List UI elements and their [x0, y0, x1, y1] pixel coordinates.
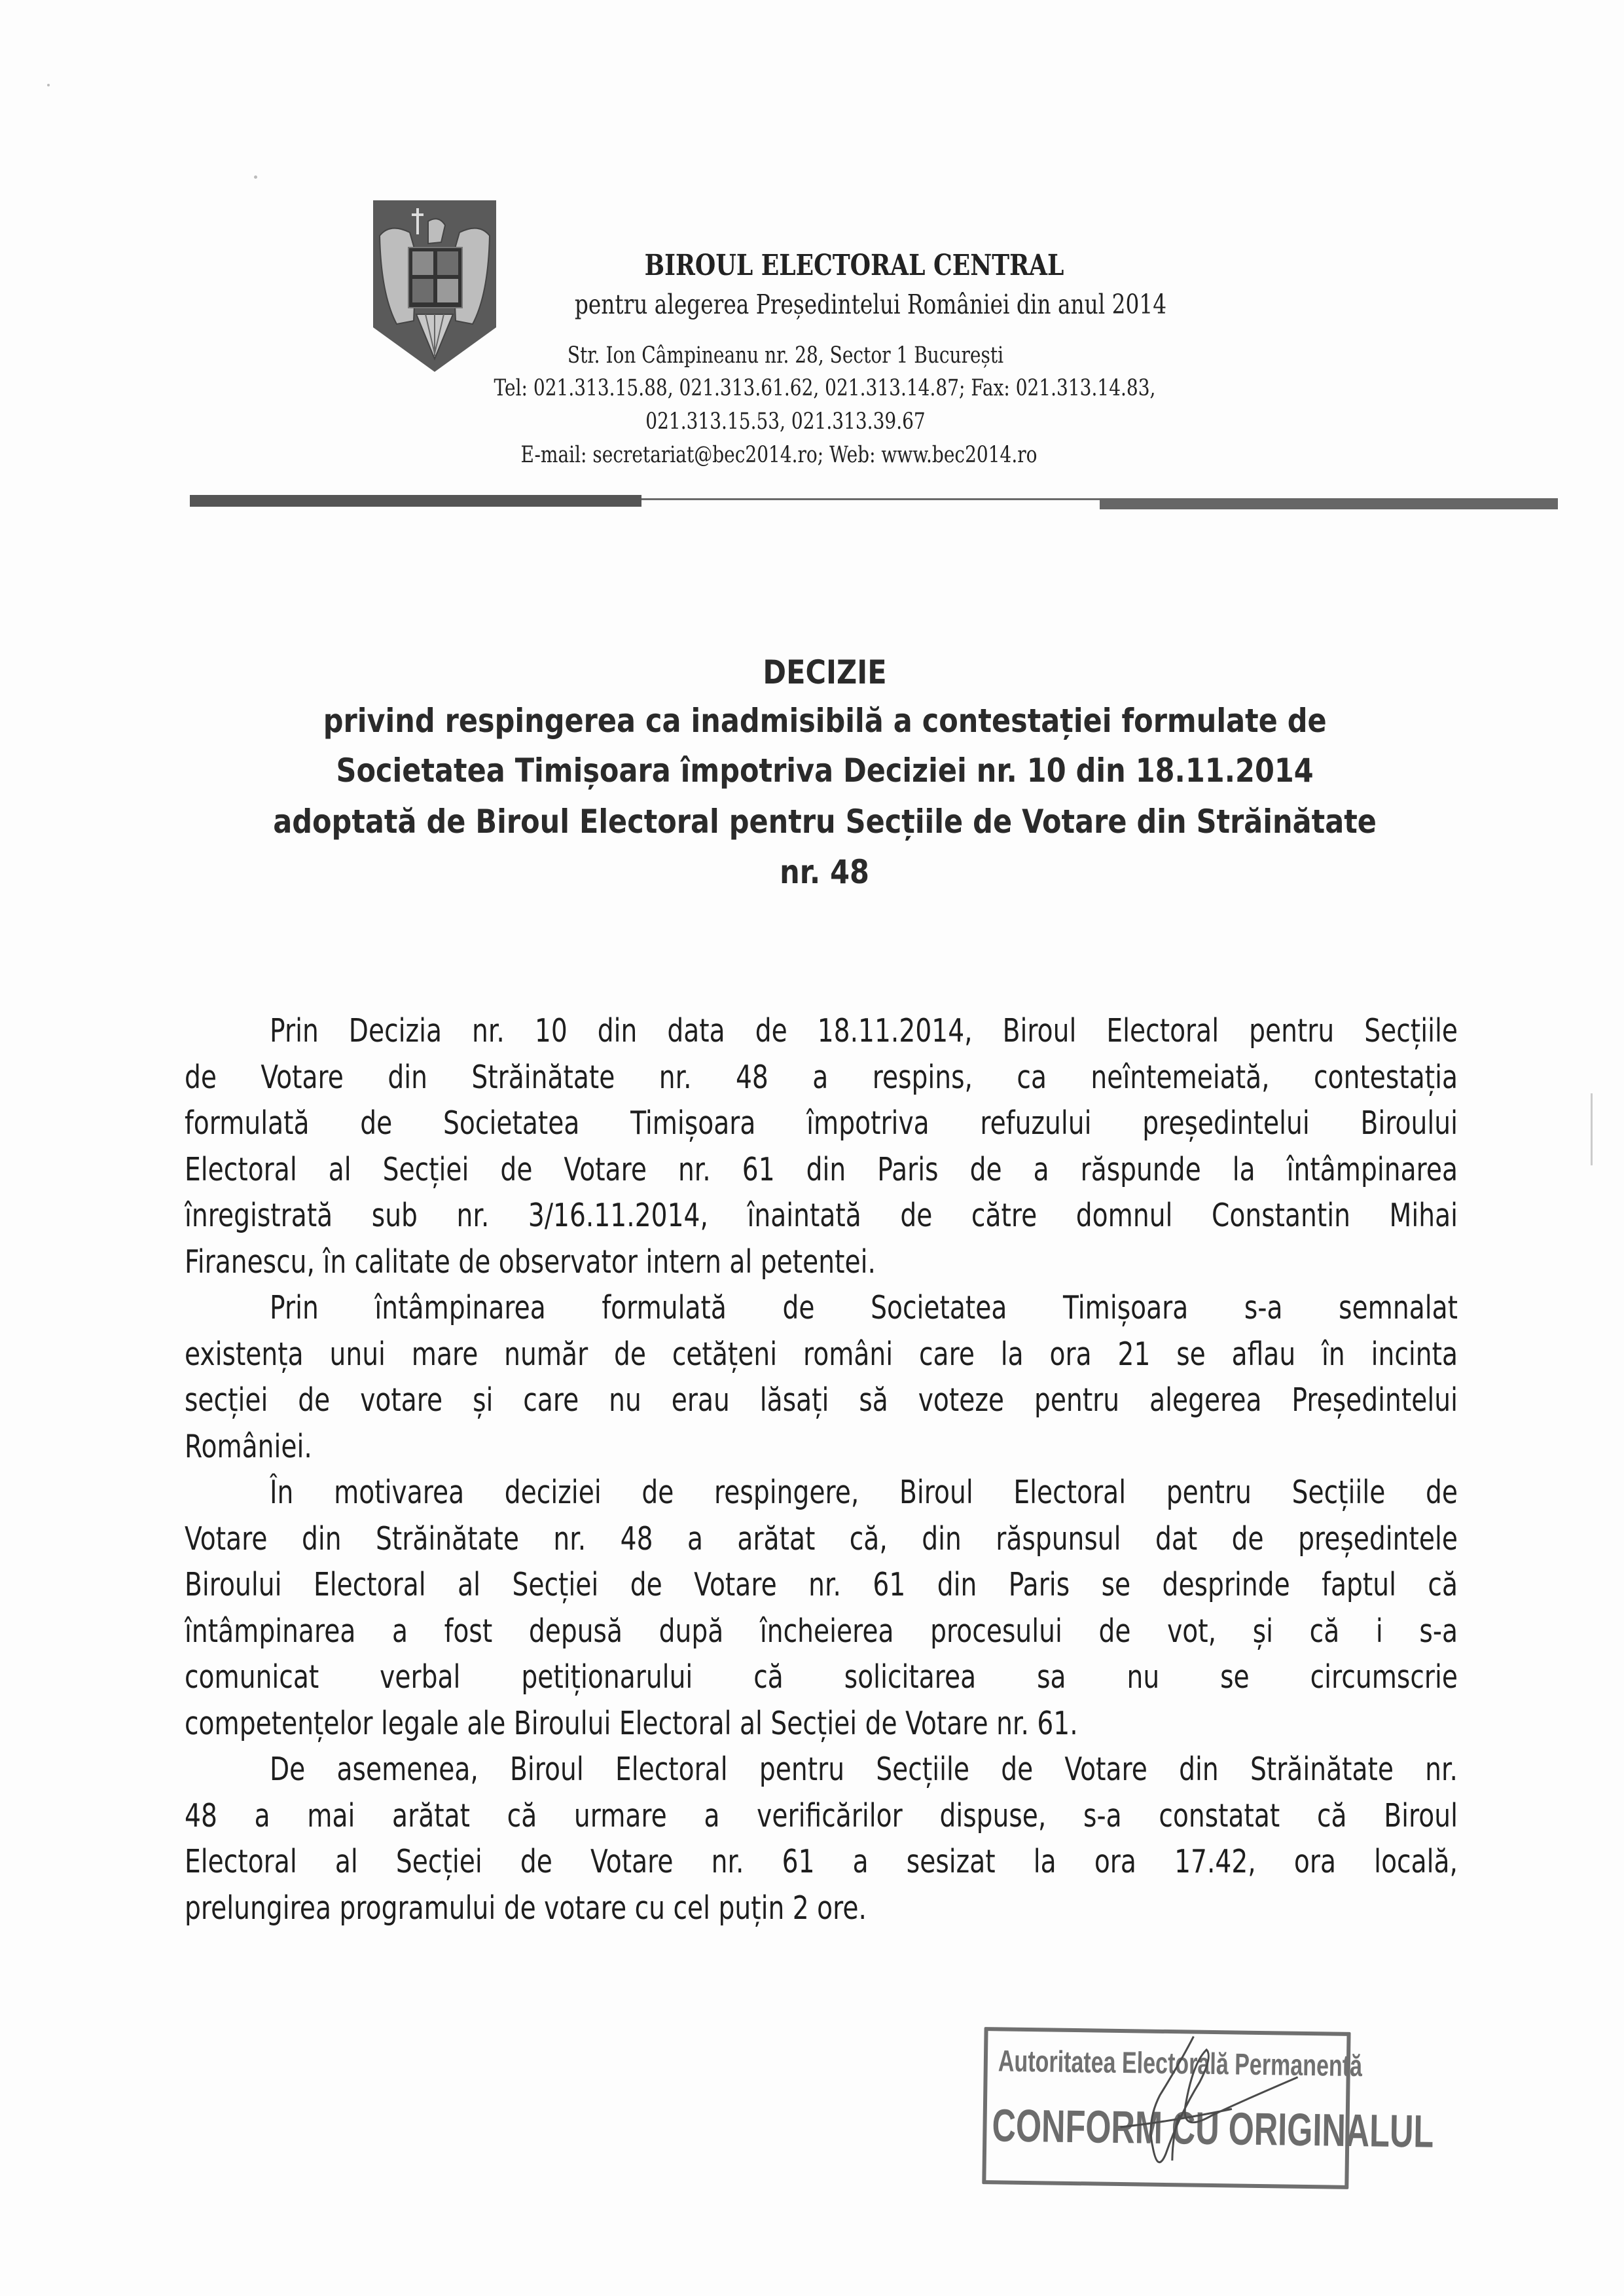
body-line: Votare din Străinătate nr. 48 a arătat că, din răspunsul dat de președintele — [185, 1520, 1458, 1558]
body-line: existența unui mare număr de cetățeni români care la ora 21 se aflau în incinta — [185, 1335, 1458, 1373]
decision-body — [185, 1008, 1458, 1931]
body-line: De asemenea, Biroul Electoral pentru Secțiile de Votare din Străinătate nr. — [270, 1751, 1458, 1788]
address: Str. Ion Câmpineanu nr. 28, Sector 1 București — [567, 342, 1004, 369]
body-line: 48 a mai arătat că urmare a verificărilor dispuse, s-a constatat că Biroul — [185, 1796, 1458, 1834]
decision-heading: DECIZIE — [763, 653, 887, 691]
body-line: de Votare din Străinătate nr. 48 a respins, ca neîntemeiată, contestația — [185, 1058, 1458, 1096]
institution-name: BIROUL ELECTORAL CENTRAL — [644, 249, 1064, 282]
body-line: înregistrată sub nr. 3/16.11.2014, înaintată de către domnul Constantin Mihai — [185, 1197, 1458, 1234]
body-line: Prin întâmpinarea formulată de Societatea Timișoara s-a semnalat — [270, 1289, 1458, 1326]
body-line: României. — [185, 1427, 312, 1465]
phone-fax: Tel: 021.313.15.88, 021.313.61.62, 021.313.14.87; Fax: 021.313.14.83, — [494, 375, 1156, 401]
scan-mark — [1591, 1093, 1593, 1165]
body-line: prelungirea programului de votare cu cel puțin 2 ore. — [185, 1889, 867, 1927]
decision-title-line: Societatea Timișoara împotriva Deciziei nr. 10 din 18.11.2014 — [336, 752, 1314, 790]
decision-title-line: nr. 48 — [780, 853, 870, 891]
scan-speck — [47, 84, 50, 86]
body-line: comunicat verbal petiționarului că solicitarea sa nu se circumscrie — [185, 1658, 1458, 1696]
body-line: Prin Decizia nr. 10 din data de 18.11.2014, Biroul Electoral pentru Secțiile — [270, 1012, 1458, 1049]
header-separator — [190, 492, 1558, 508]
scan-speck — [254, 175, 257, 179]
phone-fax-continued: 021.313.15.53, 021.313.39.67 — [645, 409, 926, 435]
decision-title-line: adoptată de Biroul Electoral pentru Secțiile de Votare din Străinătate — [273, 803, 1377, 841]
institution-subtitle: pentru alegerea Președintelui României din anul 2014 — [574, 289, 1167, 320]
body-line: competențelor legale ale Biroului Electoral al Secției de Votare nr. 61. — [185, 1704, 1078, 1742]
decision-title-line: privind respingerea ca inadmisibilă a contestației formulate de — [323, 702, 1327, 740]
signature-icon — [1081, 2022, 1305, 2176]
body-line: formulată de Societatea Timișoara împotriva refuzului președintelui Biroului — [185, 1104, 1458, 1142]
body-line: Electoral al Secției de Votare nr. 61 a sesizat la ora 17.42, ora locală, — [185, 1843, 1458, 1880]
stamp-conform: CONFORM CU ORIGINALUL — [991, 2100, 1434, 2157]
body-line: întâmpinarea a fost depusă după încheierea procesului de vot, și că i s-a — [185, 1612, 1458, 1650]
body-line: Biroului Electoral al Secției de Votare nr. 61 din Paris se desprinde faptul că — [185, 1566, 1458, 1603]
certification-stamp — [982, 2020, 1434, 2189]
body-line: Firanescu, în calitate de observator intern al petentei. — [185, 1243, 876, 1281]
stamp-authority: Autoritatea Electorală Permanentă — [998, 2043, 1363, 2083]
email-web: E-mail: secretariat@bec2014.ro; Web: www.bec2014.ro — [520, 442, 1038, 468]
body-line: secției de votare și care nu erau lăsați să voteze pentru alegerea Președintelui — [185, 1381, 1458, 1419]
body-line: În motivarea deciziei de respingere, Biroul Electoral pentru Secțiile de — [270, 1474, 1458, 1511]
body-line: Electoral al Secției de Votare nr. 61 din Paris de a răspunde la întâmpinarea — [185, 1150, 1458, 1188]
